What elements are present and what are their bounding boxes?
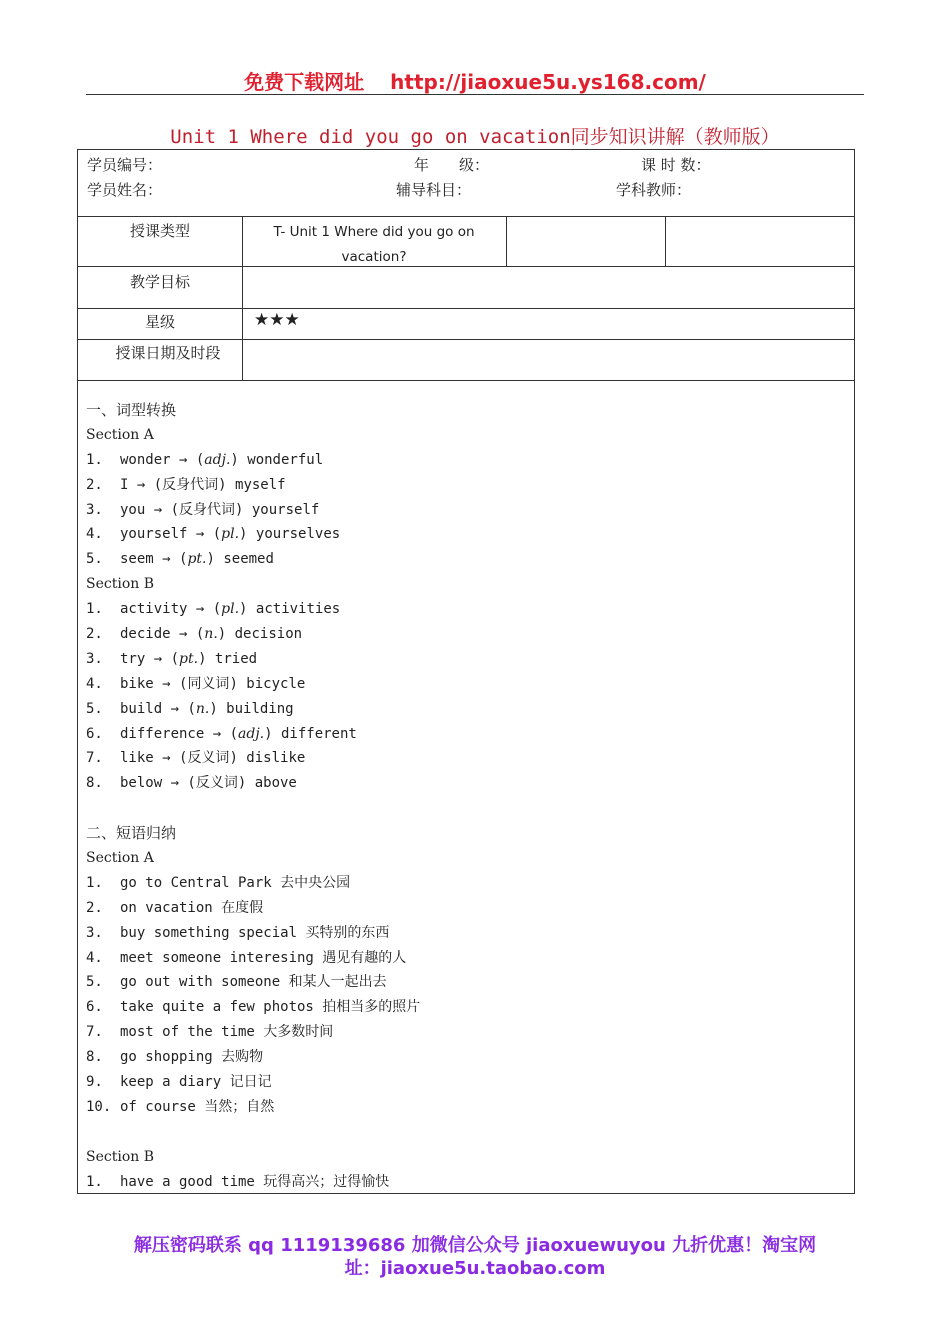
item-result: ) decision <box>217 626 303 643</box>
level-label: 星级 <box>144 313 175 331</box>
footer-line-1: 解压密码联系 qq 1119139686 加微信公众号 jiaoxuewuyou 九折优惠！淘宝网 <box>133 1235 817 1256</box>
item-word: yourself → ( <box>120 526 222 543</box>
item-result: ) building <box>209 700 294 717</box>
phrase-chinese: 拍相当多的照片 <box>322 999 421 1016</box>
phrase-chinese: 当然；自然 <box>204 1098 275 1115</box>
item-number: 4. <box>86 526 103 543</box>
item-tag: pt. <box>179 650 199 667</box>
item-number: 1. <box>86 874 103 891</box>
phrase-chinese: 去中央公园 <box>280 874 351 891</box>
item-tag: 同义词 <box>187 675 230 692</box>
list-item <box>86 498 846 523</box>
phrase-chinese: 玩得高兴；过得愉快 <box>263 1173 390 1190</box>
download-banner <box>0 66 950 95</box>
item-word: build → ( <box>120 700 196 717</box>
item-result: ) bicycle <box>229 675 306 692</box>
phrase-english: have a good time <box>120 1173 264 1190</box>
phrase-english: on vacation <box>120 899 222 916</box>
table-col-divider-3 <box>665 216 666 266</box>
item-word: bike → ( <box>120 675 188 692</box>
item-word: you → ( <box>120 501 180 518</box>
list-item <box>86 722 846 747</box>
item-result: ) wonderful <box>230 451 324 468</box>
hours-label: 课 时 数： <box>641 156 711 174</box>
list-item <box>86 1070 846 1095</box>
item-number: 2. <box>86 626 103 643</box>
student-number-label: 学员编号： <box>87 156 163 174</box>
item-word: like → ( <box>120 750 188 767</box>
list-item <box>86 547 846 572</box>
lesson-date-label: 授课日期及时段 <box>115 344 221 362</box>
item-number: 3. <box>86 650 103 667</box>
part1-heading: 一、词型转换 <box>86 401 177 419</box>
list-item <box>86 946 846 971</box>
list-item <box>86 995 846 1020</box>
item-number: 7. <box>86 1024 103 1041</box>
list-item <box>86 622 846 647</box>
list-item <box>86 473 846 498</box>
item-number: 3. <box>86 924 103 941</box>
item-tag: n. <box>204 626 218 643</box>
item-number: 2. <box>86 476 103 493</box>
part2-b-list <box>86 1170 846 1195</box>
student-name-label: 学员姓名： <box>87 181 163 199</box>
table-rule-4 <box>78 339 854 340</box>
list-item <box>86 647 846 672</box>
phrase-chinese: 和某人一起出去 <box>288 974 387 991</box>
subject-label: 辅导科目： <box>396 181 472 199</box>
lesson-frame <box>77 149 855 1194</box>
list-item <box>86 448 846 473</box>
phrase-english: go shopping <box>120 1049 222 1066</box>
list-item <box>86 1045 846 1070</box>
item-tag: adj. <box>238 725 265 742</box>
teaching-goal-label: 教学目标 <box>129 273 190 291</box>
item-result: ) tried <box>198 650 258 667</box>
list-item <box>86 697 846 722</box>
teacher-label: 学科教师： <box>616 181 692 199</box>
item-number: 8. <box>86 775 103 792</box>
item-result: ) activities <box>239 601 341 618</box>
lesson-type-label: 授课类型 <box>129 222 190 240</box>
item-result: ) different <box>264 725 357 742</box>
phrase-english: go out with someone <box>120 974 289 991</box>
blank-line <box>86 1120 846 1145</box>
phrase-chinese: 买特别的东西 <box>305 924 390 941</box>
title-english: Unit 1 Where did you go on vacation <box>170 126 571 148</box>
list-item <box>86 970 846 995</box>
item-number: 5. <box>86 700 103 717</box>
item-number: 10. <box>86 1098 112 1115</box>
item-number: 1. <box>86 601 103 618</box>
item-word: decide → ( <box>120 626 205 643</box>
part1-section-b: Section B <box>86 576 155 593</box>
item-number: 1. <box>86 451 103 468</box>
item-result: ) above <box>237 775 297 792</box>
item-result: ) yourself <box>235 501 320 518</box>
item-result: ) dislike <box>229 750 306 767</box>
table-col-divider-2 <box>506 216 507 266</box>
phrase-english: meet someone interesing <box>120 949 323 966</box>
lesson-type-line2: vacation? <box>341 249 407 265</box>
table-rule-3 <box>78 308 854 309</box>
list-item <box>86 597 846 622</box>
table-rule-1 <box>78 216 854 217</box>
lesson-type-value <box>242 220 506 270</box>
item-word: try → ( <box>120 650 180 667</box>
item-tag: adj. <box>204 451 231 468</box>
table-rule-5 <box>78 380 854 381</box>
list-item <box>86 1095 846 1120</box>
item-word: difference → ( <box>120 725 239 742</box>
download-url-link[interactable]: http://jiaoxue5u.ys168.com/ <box>390 70 706 94</box>
item-number: 4. <box>86 949 103 966</box>
item-tag: 反身代词 <box>162 476 219 493</box>
item-tag: pl. <box>221 601 240 618</box>
list-item <box>86 746 846 771</box>
phrase-chinese: 在度假 <box>221 899 264 916</box>
item-result: ) myself <box>218 476 286 493</box>
item-word: I → ( <box>120 476 163 493</box>
phrase-chinese: 记日记 <box>229 1074 272 1091</box>
item-word: below → ( <box>120 775 196 792</box>
item-word: wonder → ( <box>120 451 205 468</box>
title-chinese: 同步知识讲解（教师版） <box>570 126 780 148</box>
part2-heading: 二、短语归纳 <box>86 824 177 843</box>
phrase-english: buy something special <box>120 924 306 941</box>
item-number: 6. <box>86 725 103 742</box>
phrase-english: most of the time <box>120 1024 264 1041</box>
footer-line-2: 址：jiaoxue5u.taobao.com <box>344 1258 606 1279</box>
item-tag: 反身代词 <box>179 501 236 518</box>
list-item <box>86 672 846 697</box>
part2-section-a: Section A <box>86 850 154 867</box>
list-item <box>86 871 846 896</box>
item-word: activity → ( <box>120 601 222 618</box>
header-rule <box>86 94 864 95</box>
part2-a-list <box>86 871 846 1120</box>
item-number: 6. <box>86 999 103 1016</box>
item-number: 8. <box>86 1049 103 1066</box>
item-number: 5. <box>86 974 103 991</box>
phrase-english: take quite a few photos <box>120 999 323 1016</box>
item-number: 1. <box>86 1173 103 1190</box>
part1-section-a: Section A <box>86 426 154 443</box>
item-number: 4. <box>86 675 103 692</box>
list-item <box>86 522 846 547</box>
item-number: 3. <box>86 501 103 518</box>
item-number: 7. <box>86 750 103 767</box>
level-stars: ★★★ <box>254 310 300 330</box>
item-result: ) seemed <box>206 551 274 568</box>
phrase-english: of course <box>120 1098 205 1115</box>
part2-section-b: Section B <box>86 1148 155 1165</box>
blank-line <box>86 796 846 821</box>
item-number: 5. <box>86 551 103 568</box>
lesson-type-line1: T- Unit 1 Where did you go on <box>273 224 475 240</box>
list-item <box>86 1020 846 1045</box>
item-tag: pl. <box>221 526 240 543</box>
list-item <box>86 896 846 921</box>
part1-a-list <box>86 448 846 572</box>
phrase-chinese: 去购物 <box>221 1049 264 1066</box>
phrase-english: go to Central Park <box>120 874 281 891</box>
item-number: 2. <box>86 899 103 916</box>
lesson-content <box>86 398 846 1195</box>
item-tag: n. <box>195 700 210 717</box>
item-tag: 反义词 <box>195 775 238 792</box>
phrase-chinese: 大多数时间 <box>263 1024 334 1041</box>
item-result: ) yourselves <box>239 526 341 543</box>
item-tag: 反义词 <box>187 750 230 767</box>
list-item <box>86 771 846 796</box>
phrase-chinese: 遇见有趣的人 <box>322 949 407 966</box>
part1-b-list <box>86 597 846 796</box>
item-tag: pt. <box>187 551 207 568</box>
document-title <box>0 122 950 149</box>
list-item <box>86 1170 846 1195</box>
download-label: 免费下载网址 <box>244 70 365 94</box>
phrase-english: keep a diary <box>120 1074 230 1091</box>
item-number: 9. <box>86 1074 103 1091</box>
list-item <box>86 921 846 946</box>
grade-label: 年 级： <box>414 156 490 174</box>
item-word: seem → ( <box>120 551 188 568</box>
